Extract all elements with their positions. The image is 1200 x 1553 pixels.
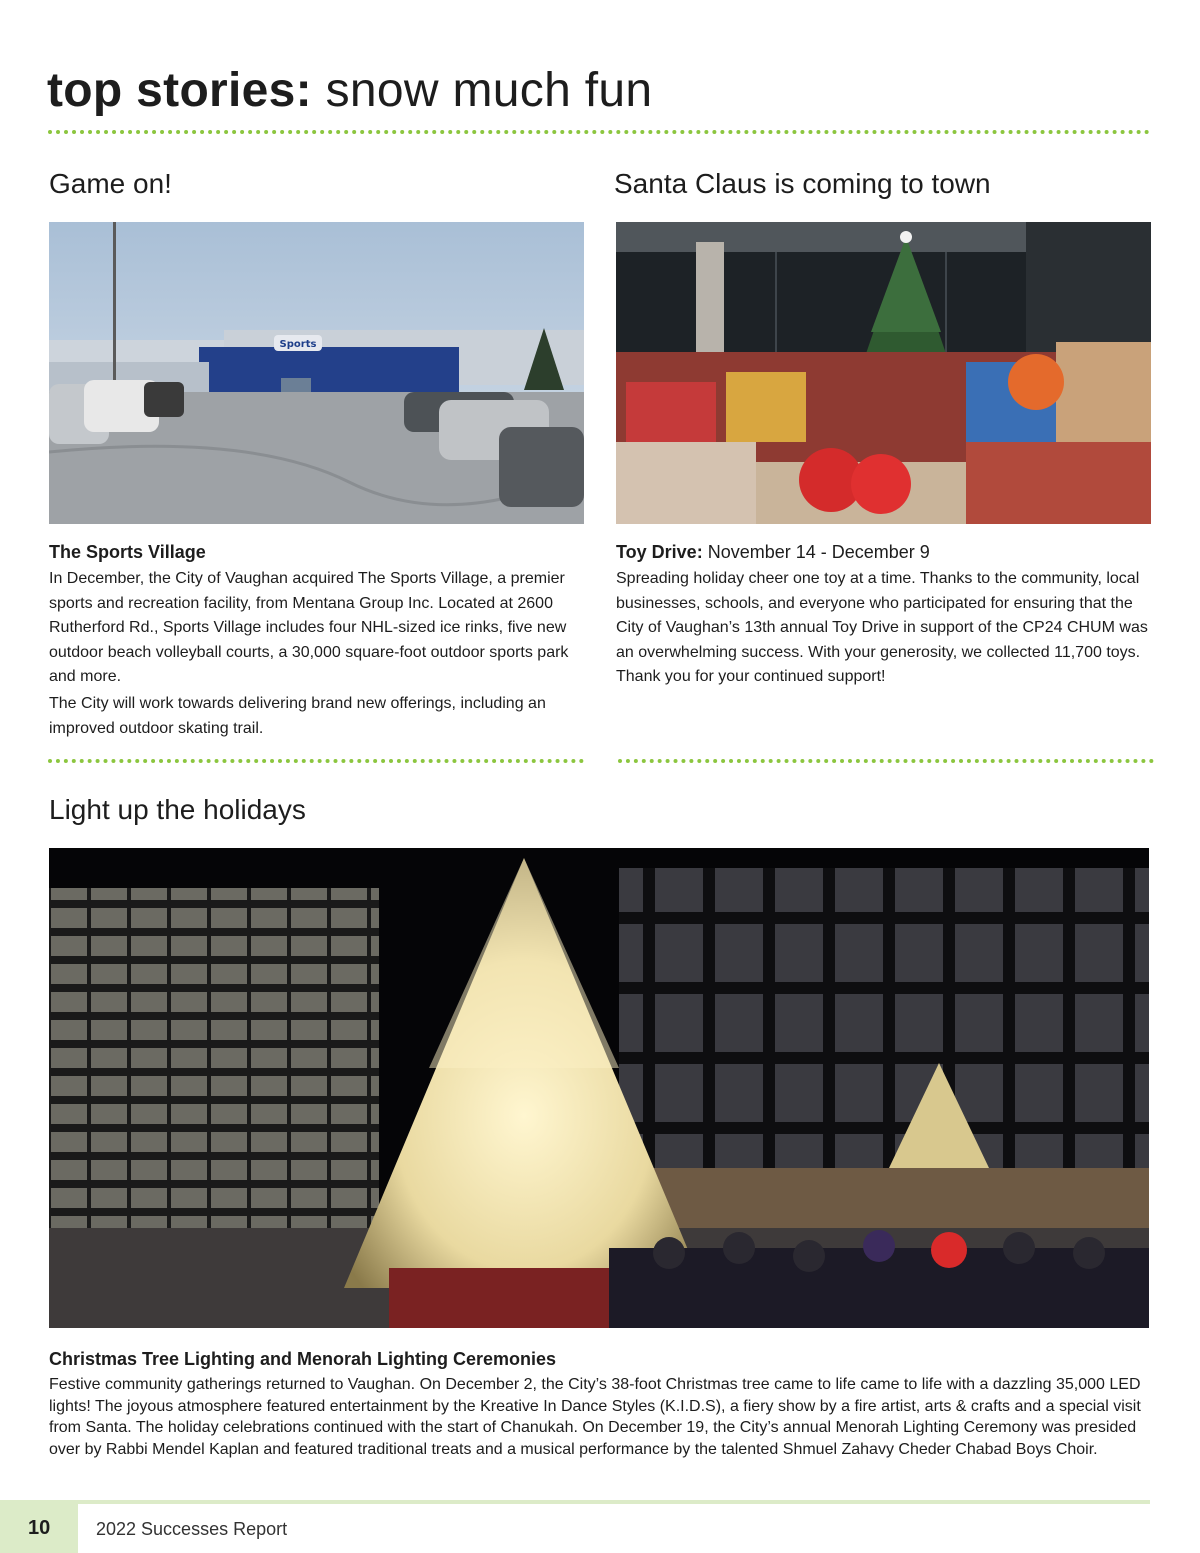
left-column-divider [48,759,584,763]
report-name: 2022 Successes Report [96,1519,288,1539]
sports-sign-text: Sports [279,339,317,350]
page-title-bold: top stories: [47,64,312,117]
toy-drive-date: November 14 - December 9 [707,542,930,562]
page-number: 10 [28,1517,51,1539]
right-column-divider [618,759,1154,763]
toy-drive-caption-title [616,540,930,564]
lights-paragraph: Festive community gatherings returned to Vaughan. On December 2, the City’s 38-foot Christmas tree came to life came to life with a dazzling 35,000 LED lights! The joyous atmosphere featured entertainment by the Kreative In Dance Styles (K.I.D.S), a fiery show by a fire artist, arts & crafts and a special visit from Santa. The holiday celebrations continued with the start of Chanukah. On December 19, the City’s annual Menorah Lighting Ceremony was presided over by Rabbi Mendel Kaplan and featured traditional treats and a musical performance by the talented Shmuel Zahavy Cheder Chabad Boys Choir. [49,1376,1141,1458]
toy-drive-label: Toy Drive: [616,542,703,562]
lights-heading: Light up the holidays [49,794,306,825]
sports-paragraph-2: The City will work towards delivering brand new offerings, including an improved outdoor skating trail. [49,695,546,737]
title-divider [48,130,1150,134]
page-title [47,62,652,120]
sports-heading: Game on! [49,168,172,199]
toy-drive-heading: Santa Claus is coming to town [614,168,991,199]
lights-caption-title: Christmas Tree Lighting and Menorah Lighting Ceremonies [49,1349,557,1369]
sports-caption-title: The Sports Village [49,542,206,562]
toy-drive-photo [616,222,1151,524]
sports-village-photo [49,222,584,524]
page-title-light: snow much fun [325,64,653,117]
footer-rule [0,1500,1150,1504]
tree-lighting-photo [49,848,1149,1328]
sports-paragraph-1: In December, the City of Vaughan acquired The Sports Village, a premier sports and recreation facility, from Mentana Group Inc. Located at 2600 Rutherford Rd., Sports Village includes four NHL-sized ice rinks, five new outdoor beach volleyball courts, a 30,000 square-foot outdoor sports park and more. [49,570,569,685]
toy-drive-paragraph: Spreading holiday cheer one toy at a time. Thanks to the community, local businesses, schools, and everyone who participated for ensuring that the City of Vaughan’s 13th annual Toy Drive in support of the CP24 CHUM was an overwhelming success. With your generosity, we collected 11,700 toys. Thank you for your continued support! [616,570,1148,685]
